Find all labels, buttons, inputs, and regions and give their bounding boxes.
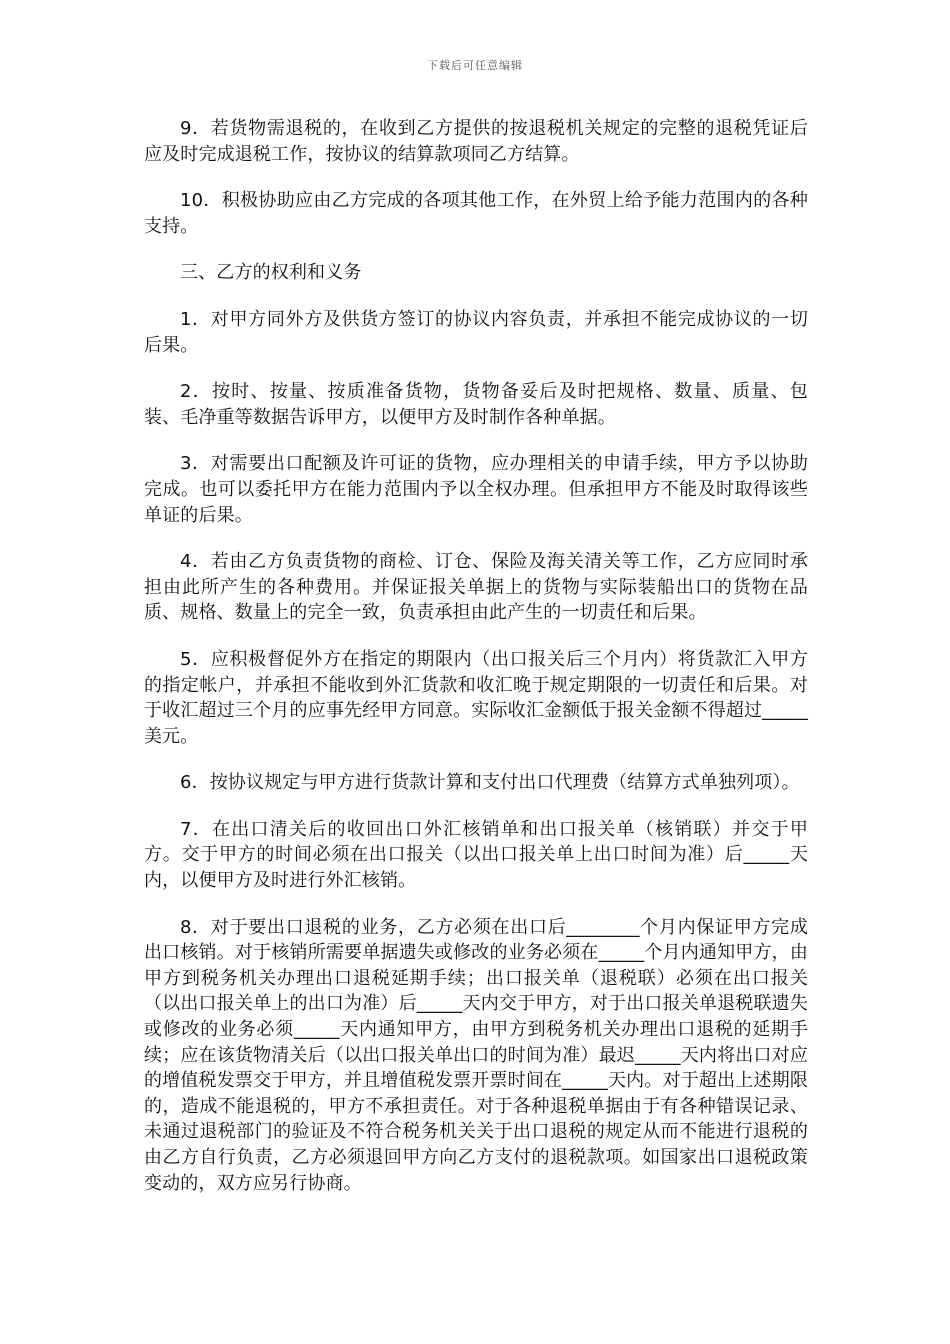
- paragraph-clause-b1: 1．对甲方同外方及供货方签订的协议内容负责，并承担不能完成协议的一切后果。: [144, 308, 808, 356]
- paragraph-clause-b2: 2．按时、按量、按质准备货物，货物备妥后及时把规格、数量、质量、包装、毛净重等数据告诉甲方，以便甲方及时制作各种单据。: [144, 381, 808, 428]
- paragraph-clause-a9: 9．若货物需退税的，在收到乙方提供的按退税机关规定的完整的退税凭证后应及时完成退税工作，按协议的结算款项同乙方结算。: [144, 118, 808, 165]
- paragraph-clause-b3: 3．对需要出口配额及许可证的货物，应办理相关的申请手续，甲方予以协助完成。也可以委托甲方在能力范围内予以全权办理。但承担甲方不能及时取得该些单证的后果。: [144, 453, 808, 526]
- page-header-note: 下载后可任意编辑: [427, 59, 523, 72]
- paragraph-clause-b8: 8．对于要出口退税的业务，乙方必须在出口后________个月内保证甲方完成出口核销。对于核销所需要单据遗失或修改的业务必须在_____个月内通知甲方，由甲方到税务机关办理出口退税延期手续；出口报关单（退税联）必须在出口报关（以出口报关单上的出口为准）后_____天内交于甲方，对于出口报关单退税联遗失或修改的业务必须_____天内通知甲方，由甲方到税务机关办理出口退税的延期手续；应在该货物清关后（以出口报关单出口的时间为准）最迟_____天内将出口对应的增值税发票交于甲方，并且增值税发票开票时间在_____天内。对于超出上述期限的，造成不能退税的，甲方不承担责任。对于各种退税单据由于有各种错误记录、未通过退税部门的验证及不符合税务机关关于出口退税的规定从而不能进行退税的由乙方自行负责，乙方必须退回甲方向乙方支付的退税款项。如国家出口退税政策变动的，双方应另行协商。: [144, 916, 808, 1194]
- document-body: [144, 116, 808, 1217]
- paragraph-clause-a10: 10．积极协助应由乙方完成的各项其他工作，在外贸上给予能力范围内的各种支持。: [144, 190, 808, 237]
- paragraph-clause-b4: 4．若由乙方负责货物的商检、订仓、保险及海关清关等工作，乙方应同时承担由此所产生的各种费用。并保证报关单据上的货物与实际装船出口的货物在品质、规格、数量上的完全一致，负责承担由此产生的一切责任和后果。: [144, 551, 808, 624]
- paragraph-clause-b5: 5．应积极督促外方在指定的期限内（出口报关后三个月内）将货款汇入甲方的指定帐户，并承担不能收到外汇货款和收汇晚于规定期限的一切责任和后果。对于收汇超过三个月的应事先经甲方同意。实际收汇金额低于报关金额不得超过_____美元。: [144, 648, 808, 747]
- paragraph-clause-b7: 7．在出口清关后的收回出口外汇核销单和出口报关单（核销联）并交于甲方。交于甲方的时间必须在出口报关（以出口报关单上出口时间为准）后_____天内，以便甲方及时进行外汇核销。: [144, 818, 808, 892]
- section-heading-party-b: 三、乙方的权利和义务: [180, 262, 362, 284]
- paragraph-clause-b6: 6．按协议规定与甲方进行货款计算和支付出口代理费（结算方式单独列项）。: [180, 772, 800, 794]
